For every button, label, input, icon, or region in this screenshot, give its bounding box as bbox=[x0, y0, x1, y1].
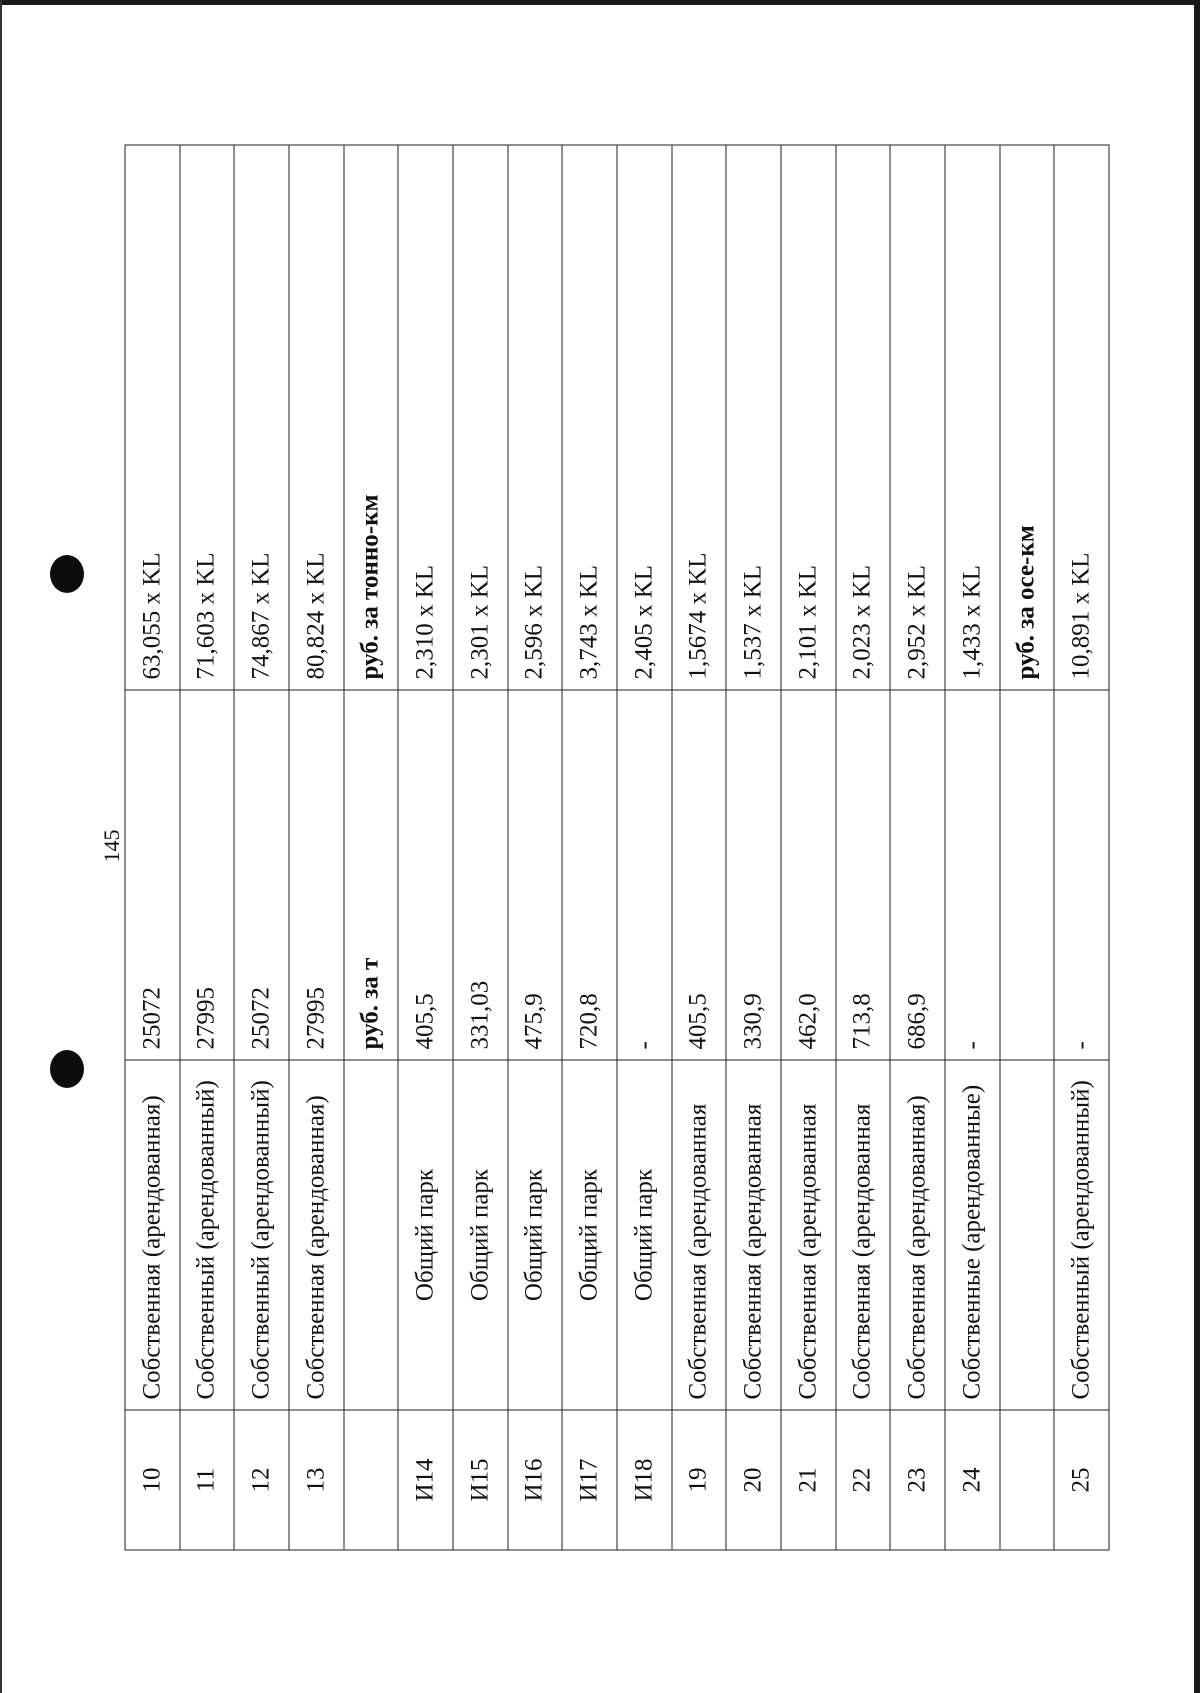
punch-hole-top bbox=[50, 555, 84, 593]
row-number: 24 bbox=[945, 1410, 1000, 1550]
rate-value: 74,867 х KL bbox=[234, 145, 289, 690]
row-number: 19 bbox=[672, 1410, 727, 1550]
rate-value: 2,310 х KL bbox=[398, 145, 453, 690]
row-number: 10 bbox=[125, 1410, 180, 1550]
empty-cell bbox=[1000, 1060, 1055, 1410]
wagon-type: Собственная (арендованная) bbox=[289, 1060, 344, 1410]
wagon-type: Общий парк bbox=[562, 1060, 617, 1410]
tariff-table-rotated bbox=[125, 146, 1110, 1551]
tariff-value: 27995 bbox=[180, 690, 235, 1060]
table-row bbox=[672, 145, 727, 1550]
wagon-type: Собственная (арендованная) bbox=[890, 1060, 945, 1410]
rate-value: 2,405 х KL bbox=[617, 145, 672, 690]
scan-edge-right bbox=[1194, 0, 1200, 1693]
table-row bbox=[617, 145, 672, 1550]
wagon-type: Собственные (арендованные) bbox=[945, 1060, 1000, 1410]
page-number: 145 bbox=[99, 829, 124, 863]
row-number: 11 bbox=[180, 1410, 235, 1550]
rate-value: 80,824 х KL bbox=[289, 145, 344, 690]
row-number: 23 bbox=[890, 1410, 945, 1550]
tariff-value: 475,9 bbox=[508, 690, 563, 1060]
table-row bbox=[289, 145, 344, 1550]
tariff-value: 331,03 bbox=[453, 690, 508, 1060]
row-number: 25 bbox=[1054, 1410, 1109, 1550]
wagon-type: Общий парк bbox=[453, 1060, 508, 1410]
tariff-value: 686,9 bbox=[890, 690, 945, 1060]
row-number: И18 bbox=[617, 1410, 672, 1550]
tariff-table bbox=[125, 145, 1110, 1551]
table-row bbox=[781, 145, 836, 1550]
wagon-type: Собственная (арендованная bbox=[781, 1060, 836, 1410]
rate-value: 1,537 х KL bbox=[726, 145, 781, 690]
table-row bbox=[453, 145, 508, 1550]
rate-unit-label: руб. за тонно-км bbox=[344, 145, 399, 690]
table-row bbox=[180, 145, 235, 1550]
row-number: 12 bbox=[234, 1410, 289, 1550]
rate-value: 1,433 х KL bbox=[945, 145, 1000, 690]
wagon-type: Собственный (арендованный) bbox=[180, 1060, 235, 1410]
tariff-value: 25072 bbox=[234, 690, 289, 1060]
rate-value: 10,891 х KL bbox=[1054, 145, 1109, 690]
unit-row bbox=[344, 145, 399, 1550]
wagon-type: Собственная (арендованная bbox=[836, 1060, 891, 1410]
wagon-type: Собственный (арендованный) bbox=[1054, 1060, 1109, 1410]
wagon-type: Собственная (арендованная bbox=[672, 1060, 727, 1410]
table-row bbox=[1054, 145, 1109, 1550]
table-row bbox=[562, 145, 617, 1550]
row-number: И16 bbox=[508, 1410, 563, 1550]
rate-value: 3,743 х KL bbox=[562, 145, 617, 690]
table-row bbox=[726, 145, 781, 1550]
rate-value: 2,952 х KL bbox=[890, 145, 945, 690]
tariff-value: 462,0 bbox=[781, 690, 836, 1060]
scan-edge-top bbox=[0, 0, 1200, 5]
row-number: 22 bbox=[836, 1410, 891, 1550]
tariff-value: - bbox=[1054, 690, 1109, 1060]
wagon-type: Собственная (арендованная) bbox=[125, 1060, 180, 1410]
row-number: 13 bbox=[289, 1410, 344, 1550]
wagon-type: Собственная (арендованная bbox=[726, 1060, 781, 1410]
rate-value: 63,055 х KL bbox=[125, 145, 180, 690]
table-row bbox=[125, 145, 180, 1550]
table-row bbox=[398, 145, 453, 1550]
wagon-type: Общий парк bbox=[398, 1060, 453, 1410]
table-row bbox=[508, 145, 563, 1550]
unit-row bbox=[1000, 145, 1055, 1550]
scan-edge-left bbox=[0, 0, 2, 1693]
tariff-value: - bbox=[945, 690, 1000, 1060]
wagon-type: Общий парк bbox=[508, 1060, 563, 1410]
tariff-value: 25072 bbox=[125, 690, 180, 1060]
empty-cell bbox=[1000, 1410, 1055, 1550]
rate-unit-label: руб. за осе-км bbox=[1000, 145, 1055, 690]
tariff-unit-label: руб. за т bbox=[344, 690, 399, 1060]
wagon-type: Собственный (арендованный) bbox=[234, 1060, 289, 1410]
empty-cell bbox=[1000, 690, 1055, 1060]
rate-value: 2,301 х KL bbox=[453, 145, 508, 690]
table-row bbox=[945, 145, 1000, 1550]
rate-value: 2,023 х KL bbox=[836, 145, 891, 690]
empty-cell bbox=[344, 1410, 399, 1550]
wagon-type: Общий парк bbox=[617, 1060, 672, 1410]
empty-cell bbox=[344, 1060, 399, 1410]
tariff-value: 330,9 bbox=[726, 690, 781, 1060]
row-number: И14 bbox=[398, 1410, 453, 1550]
tariff-value: 27995 bbox=[289, 690, 344, 1060]
row-number: И17 bbox=[562, 1410, 617, 1550]
row-number: 21 bbox=[781, 1410, 836, 1550]
row-number: 20 bbox=[726, 1410, 781, 1550]
rate-value: 2,596 х KL bbox=[508, 145, 563, 690]
table-row bbox=[234, 145, 289, 1550]
tariff-value: 405,5 bbox=[398, 690, 453, 1060]
tariff-value: 405,5 bbox=[672, 690, 727, 1060]
row-number: И15 bbox=[453, 1410, 508, 1550]
tariff-value: - bbox=[617, 690, 672, 1060]
rate-value: 2,101 х KL bbox=[781, 145, 836, 690]
rate-value: 1,5674 х KL bbox=[672, 145, 727, 690]
table-row bbox=[836, 145, 891, 1550]
tariff-value: 713,8 bbox=[836, 690, 891, 1060]
tariff-value: 720,8 bbox=[562, 690, 617, 1060]
rate-value: 71,603 х KL bbox=[180, 145, 235, 690]
punch-hole-bottom bbox=[50, 1050, 84, 1088]
table-row bbox=[890, 145, 945, 1550]
